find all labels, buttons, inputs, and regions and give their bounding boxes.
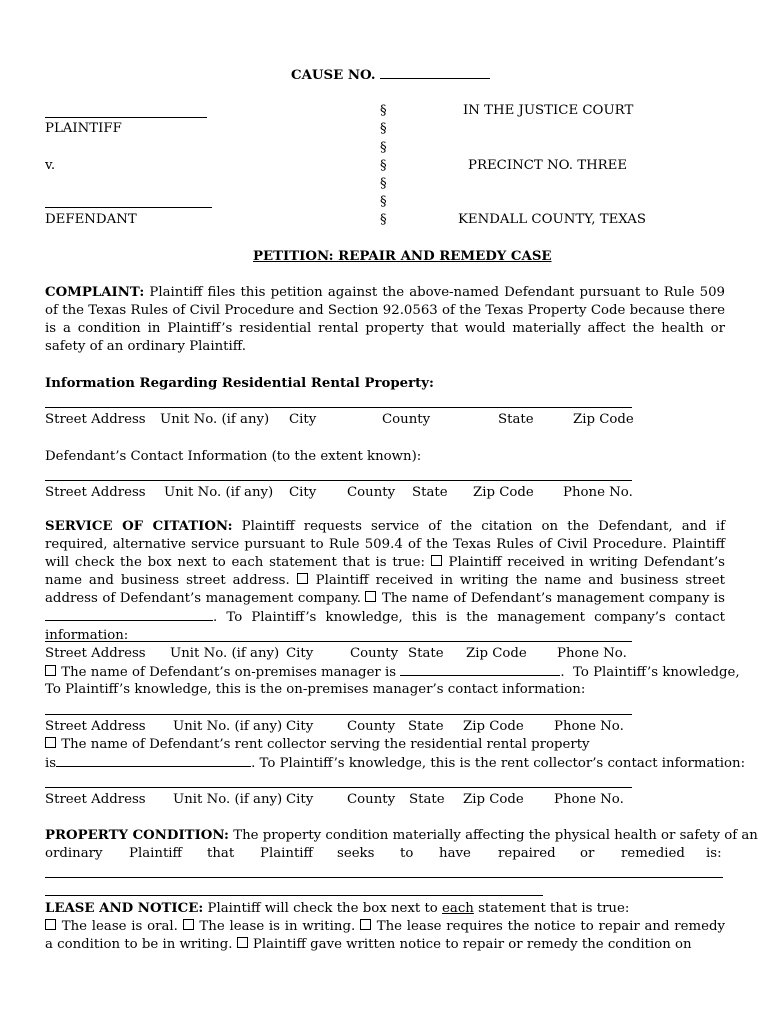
column-label: Phone No. [563,485,633,500]
column-label: State [412,485,448,500]
option-mgmt-name: The name of Defendant’s management company is [381,591,725,606]
condition-text: The property condition materially affecting the physical health or safety of an [233,828,758,843]
cause-label: CAUSE NO. [291,68,376,83]
complaint-text: Plaintiff files this petition against the above-named Defendant pursuant to Rule 509 of the Texas Rules of Civil Procedure and Section 92.0563 of the Texas Property Code because there is a condition in Plaintiff’s residential rental property that would materially affect the health or safety of an ordinary Plaintiff. [45,285,725,354]
checkbox-mgmt-name[interactable] [365,591,376,602]
condition-word: that [207,846,235,861]
column-label: Unit No. (if any) [164,485,274,500]
column-label: City [286,719,314,734]
condition-word: or [580,846,595,861]
section-mark: § [380,121,387,136]
column-label: Phone No. [557,646,627,661]
lease-notice-intro [45,900,629,918]
condition-word: ordinary [45,846,103,861]
column-label: Zip Code [463,792,524,807]
collector-contact-text: To Plaintiff’s knowledge, this is the rent collector’s contact information: [259,756,746,771]
condition-description-field[interactable] [45,877,723,878]
option-notice-given: Plaintiff gave written notice to repair or remedy the condition on [252,937,692,952]
column-label: City [286,646,314,661]
condition-description-field-2[interactable] [45,895,543,896]
column-label: State [408,646,444,661]
column-label: County [382,412,431,427]
lease-intro-before: Plaintiff will check the box next to [207,901,438,916]
option-mgmt-address: Plaintiff received in writing the name and business street address of Defendant’s management company. [45,573,725,606]
section-mark: § [380,212,387,227]
property-info-heading: Information Regarding Residential Rental Property: [45,376,434,391]
manager-address-field[interactable] [45,714,632,715]
column-label: State [408,719,444,734]
service-paragraph: SERVICE OF CITATION: Plaintiff requests service of the citation on the Defendant, and if required, alternative service pursuant to Rule 509.4 of the Texas Rules of Civil Procedure. Plaintiff will check the box next to each statement that is true: Plaintiff received in writing Defendant’s name and business street address. Plaintiff received in writing the name and business street address of Defendant’s management company. The name of Defendant’s management company is . To Plaintiff’s knowledge, this is the management company’s contact information: [45,519,725,643]
defendant-address-field[interactable] [45,480,632,481]
column-label: City [289,485,317,500]
column-label: Phone No. [554,792,624,807]
column-label: Street Address [45,412,146,427]
service-label: SERVICE OF CITATION: [45,519,233,534]
mgmt-contact-text: To Plaintiff’s knowledge, this is the management company’s contact information: [45,610,725,643]
plaintiff-label: PLAINTIFF [45,121,122,136]
condition-word: remedied [621,846,685,861]
column-label: City [289,412,317,427]
column-label: Phone No. [554,719,624,734]
column-label: Street Address [45,485,146,500]
column-label: County [347,719,396,734]
condition-word: seeks [337,846,375,861]
option-manager-name: The name of Defendant’s on-premises manager is [61,665,397,680]
collector-name-field[interactable] [56,754,251,767]
mgmt-address-field[interactable] [45,641,632,642]
option-lease-writing: The lease is in writing. [199,919,356,934]
property-address-field[interactable] [45,407,632,408]
collector-is: is [45,756,57,771]
manager-line: The name of Defendant’s on-premises manager is . To Plaintiff’s knowledge, [45,663,740,682]
mgmt-name-field[interactable] [45,608,213,621]
checkbox-mgmt-address[interactable] [297,573,308,584]
checkbox-name-address[interactable] [431,555,442,566]
column-label: Unit No. (if any) [160,412,270,427]
precinct: PRECINCT NO. THREE [468,158,628,173]
lease-intro-each: each [442,901,474,916]
court-name: IN THE JUSTICE COURT [463,103,634,118]
condition-line-1 [45,827,758,845]
checkbox-manager[interactable] [45,665,56,676]
complaint-label: COMPLAINT: [45,285,145,300]
option-lease-oral: The lease is oral. [61,919,178,934]
lease-options [45,918,725,954]
defendant-contact-heading: Defendant’s Contact Information (to the extent known): [45,449,422,464]
versus-label: v. [45,158,56,173]
section-mark: § [380,140,387,155]
column-label: State [498,412,534,427]
collector-line [45,736,590,754]
lease-label: LEASE AND NOTICE: [45,901,204,916]
checkbox-lease-writing[interactable] [183,919,194,930]
section-mark: § [380,158,387,173]
section-mark: § [380,194,387,209]
defendant-name-field[interactable] [45,207,212,208]
condition-word: to [400,846,414,861]
condition-label: PROPERTY CONDITION: [45,828,229,843]
option-collector-name: The name of Defendant’s rent collector serving the residential rental property [61,737,590,752]
cause-number [291,66,490,85]
column-label: Zip Code [573,412,634,427]
collector-address-field[interactable] [45,787,632,788]
column-label: Street Address [45,792,146,807]
column-label: Zip Code [473,485,534,500]
condition-word: is: [706,846,722,861]
section-mark: § [380,176,387,191]
column-label: Unit No. (if any) [173,792,283,807]
column-label: County [347,485,396,500]
manager-contact-text: To Plaintiff’s knowledge, this is the on-premises manager’s contact information: [45,682,586,697]
lease-intro-after: statement that is true: [478,901,630,916]
collector-line-2: is . To Plaintiff’s knowledge, this is the rent collector’s contact information: [45,756,746,771]
service-intro: Plaintiff requests service of the citation on the Defendant, and if required, alternative service pursuant to Rule 509.4 of the Texas Rules of Civil Procedure. Plaintiff will check the box next to each statement that is true: [45,519,725,570]
checkbox-notice-given[interactable] [237,937,248,948]
checkbox-collector[interactable] [45,737,56,748]
option-name-address: Plaintiff received in writing Defendant’s name and business street address. [45,555,725,588]
column-label: County [350,646,399,661]
column-label: City [286,792,314,807]
page-title: PETITION: REPAIR AND REMEDY CASE [253,249,552,264]
condition-word: Plaintiff [129,846,182,861]
checkbox-lease-oral[interactable] [45,919,56,930]
column-label: Unit No. (if any) [173,719,283,734]
cause-number-field[interactable] [380,66,490,79]
condition-word: Plaintiff [260,846,313,861]
column-label: County [347,792,396,807]
column-label: Unit No. (if any) [170,646,280,661]
option-lease-requires: The lease requires the notice to repair and remedy a condition to be in writing. [45,919,725,952]
column-label: State [409,792,445,807]
condition-word: repaired [498,846,556,861]
section-mark: § [380,103,387,118]
column-label: Street Address [45,646,146,661]
checkbox-lease-requires[interactable] [360,919,371,930]
manager-name-field[interactable] [400,663,560,676]
column-label: Zip Code [463,719,524,734]
plaintiff-name-field[interactable] [45,117,207,118]
column-label: Street Address [45,719,146,734]
county-name: KENDALL COUNTY, TEXAS [458,212,647,227]
complaint-paragraph [45,284,725,356]
defendant-label: DEFENDANT [45,212,137,227]
column-label: Zip Code [466,646,527,661]
condition-word: have [439,846,471,861]
